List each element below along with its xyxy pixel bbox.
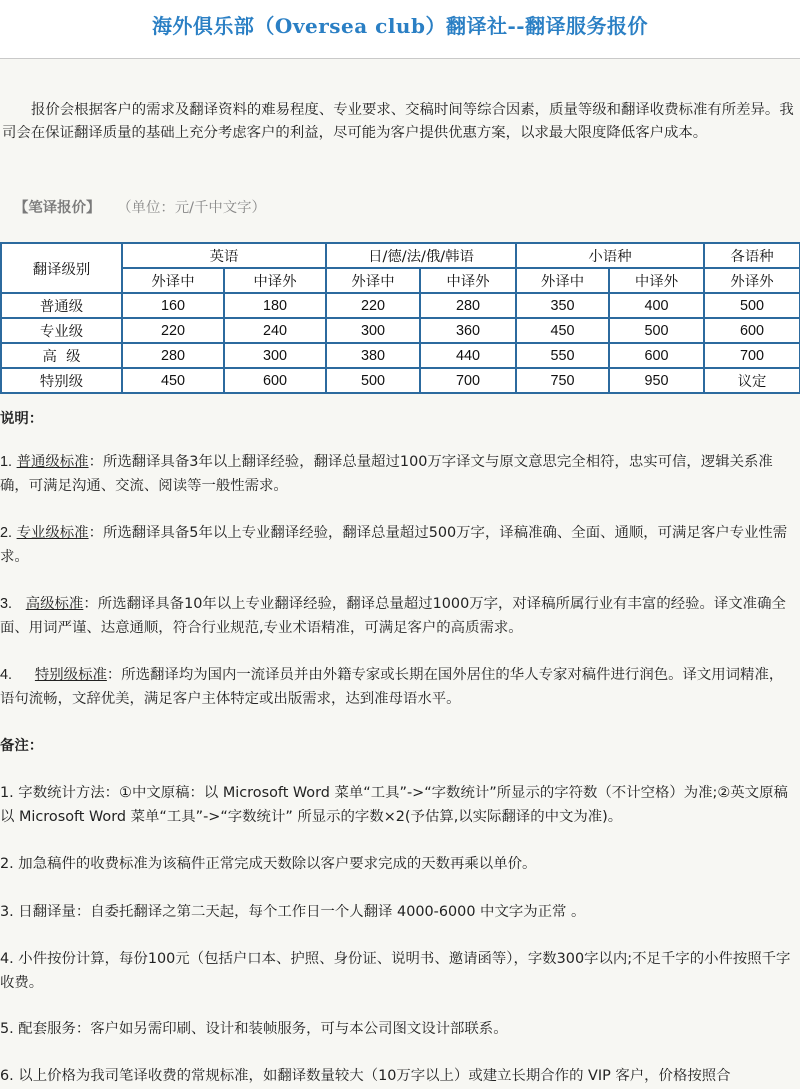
table-row [1, 293, 800, 318]
note-number: 1. [0, 454, 13, 470]
price-cell: 750 [516, 368, 609, 393]
price-cell: 300 [326, 318, 420, 343]
subheader-cell: 中译外 [224, 268, 326, 293]
header-group-english: 英语 [122, 243, 326, 268]
subheader-cell: 中译外 [609, 268, 704, 293]
section-title [14, 196, 266, 217]
row-level: 特别级 [1, 368, 122, 393]
header-group-all-languages: 各语种 [704, 243, 800, 268]
price-cell: 360 [420, 318, 516, 343]
header-level: 翻译级别 [1, 243, 122, 293]
note-label: 专业级标准 [16, 525, 89, 541]
intro-paragraph: 报价会根据客户的需求及翻译资料的难易程度、专业要求、交稿时间等综合因素，质量等级和翻译收费标准有所差异。我司会在保证翻译质量的基础上充分考虑客户的利益，尽可能为客户提供优惠方案，以求最大限度降低客户成本。 [2, 102, 794, 141]
price-cell: 220 [326, 293, 420, 318]
note-item [0, 592, 796, 640]
remarks-heading: 备注： [0, 738, 44, 754]
price-cell: 600 [609, 343, 704, 368]
price-cell: 500 [326, 368, 420, 393]
note-label: 高级标准 [25, 596, 84, 612]
table-header-row [1, 243, 800, 268]
remark-item: 3. 日翻译量：自委托翻译之第二天起，每个工作日一个人翻译 4000-6000 中文字为正常 。 [0, 904, 586, 920]
price-cell: 600 [224, 368, 326, 393]
remark-item: 2. 加急稿件的收费标准为该稿件正常完成天数除以客户要求完成的天数再乘以单价。 [0, 856, 537, 872]
price-cell: 380 [326, 343, 420, 368]
table-row [1, 343, 800, 368]
subheader-cell: 外译中 [516, 268, 609, 293]
price-cell: 350 [516, 293, 609, 318]
note-text: ：所选翻译均为国内一流译员并由外籍专家或长期在国外居住的华人专家对稿件进行润色。译文用词精准，语句流畅，文辞优美，满足客户主体特定或出版需求，达到准母语水平。 [0, 667, 784, 707]
remark-item: 4. 小件按份计算，每份100元（包括户口本、护照、身份证、说明书、邀请函等），字数300字以内;不足千字的小件按照千字收费。 [0, 951, 791, 991]
price-cell: 450 [122, 368, 224, 393]
page-header [0, 0, 800, 59]
note-number: 3. [0, 596, 13, 612]
price-cell: 550 [516, 343, 609, 368]
row-level: 普通级 [1, 293, 122, 318]
note-number: 4. [0, 667, 13, 683]
price-cell: 500 [704, 293, 800, 318]
price-cell: 700 [420, 368, 516, 393]
content-area [0, 59, 800, 1089]
header-group-jp-de-fr-ru-kr: 日/德/法/俄/韩语 [326, 243, 516, 268]
note-item [0, 521, 796, 569]
price-cell: 300 [224, 343, 326, 368]
price-cell: 450 [516, 318, 609, 343]
section-unit: （单位：元/千中文字） [124, 200, 266, 216]
subheader-cell: 外译中 [326, 268, 420, 293]
price-cell: 400 [609, 293, 704, 318]
price-cell: 280 [122, 343, 224, 368]
note-number: 2. [0, 525, 13, 541]
page-title: 海外俱乐部（Oversea club）翻译社--翻译服务报价 [151, 14, 649, 38]
note-text: ：所选翻译具备5年以上专业翻译经验，翻译总量超过500万字，译稿准确、全面、通顺，可满足客户专业性需求。 [0, 525, 788, 565]
price-cell: 议定 [704, 368, 800, 393]
price-cell: 600 [704, 318, 800, 343]
subheader-cell: 中译外 [420, 268, 516, 293]
note-text: ：所选翻译具备10年以上专业翻译经验，翻译总量超过1000万字，对译稿所属行业有丰富的经验。译文准确全面、用词严谨、达意通顺，符合行业规范,专业术语精准，可满足客户的高质需求。 [0, 596, 786, 636]
section-tag: 【笔译报价】 [14, 200, 101, 216]
price-cell: 280 [420, 293, 516, 318]
note-label: 普通级标准 [16, 454, 89, 470]
price-cell: 180 [224, 293, 326, 318]
remark-item: 6. 以上价格为我司笔译收费的常规标准，如翻译数量较大（10万字以上）或建立长期合作的 VIP 客户，价格按照合 [0, 1068, 731, 1084]
price-cell: 220 [122, 318, 224, 343]
remark-item: 5. 配套服务：客户如另需印刷、设计和装帧服务，可与本公司图文设计部联系。 [0, 1021, 508, 1037]
subheader-cell: 外译外 [704, 268, 800, 293]
price-cell: 700 [704, 343, 800, 368]
price-table [0, 242, 800, 394]
price-cell: 950 [609, 368, 704, 393]
note-text: ：所选翻译具备3年以上翻译经验，翻译总量超过100万字译文与原文意思完全相符，忠实可信，逻辑关系准确，可满足沟通、交流、阅读等一般性需求。 [0, 454, 773, 494]
row-level: 专业级 [1, 318, 122, 343]
notes-heading: 说明： [0, 411, 44, 427]
price-cell: 240 [224, 318, 326, 343]
note-item [0, 663, 796, 711]
subheader-cell: 外译中 [122, 268, 224, 293]
note-label: 特别级标准 [34, 667, 107, 683]
header-group-minor-languages: 小语种 [516, 243, 704, 268]
note-item [0, 450, 796, 498]
price-cell: 160 [122, 293, 224, 318]
price-cell: 500 [609, 318, 704, 343]
table-row [1, 318, 800, 343]
remark-item: 1. 字数统计方法：①中文原稿：以 Microsoft Word 菜单“工具”->“字数统计”所显示的字符数（不计空格）为准;②英文原稿以 Microsoft Word 菜单“工具”->“字数统计” 所显示的字数×2(予估算,以实际翻译的中文为准)。 [0, 785, 788, 825]
table-row [1, 368, 800, 393]
price-cell: 440 [420, 343, 516, 368]
row-level: 高 级 [1, 343, 122, 368]
